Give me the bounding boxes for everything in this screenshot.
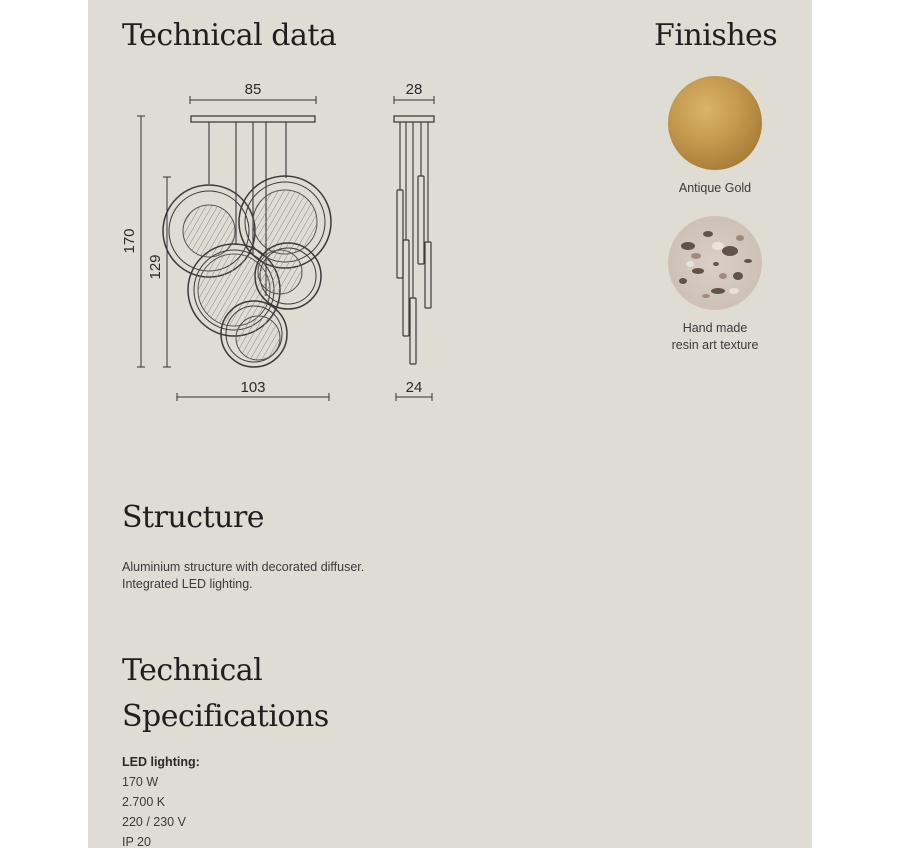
antique-gold-label: Antique Gold bbox=[678, 181, 752, 195]
structure-line1: Aluminium structure with decorated diffuser. bbox=[122, 560, 365, 574]
dim-line-total-height bbox=[137, 116, 145, 367]
finishes-heading: Finishes bbox=[654, 18, 778, 53]
dim-label-bottom-width: 103 bbox=[240, 379, 266, 396]
antique-gold-swatch bbox=[668, 76, 762, 170]
spec-voltage: 220 / 230 V bbox=[122, 815, 186, 829]
dim-label-body-height: 129 bbox=[147, 254, 164, 280]
specifications-heading-line2: Specifications bbox=[122, 699, 329, 734]
resin-art-label-line2: resin art texture bbox=[671, 338, 759, 352]
spec-power: 170 W bbox=[122, 775, 159, 789]
structure-line2: Integrated LED lighting. bbox=[122, 577, 253, 591]
side-view-rings bbox=[397, 176, 431, 364]
product-sheet bbox=[88, 0, 812, 848]
specifications-heading-line1: Technical bbox=[122, 653, 263, 688]
spec-color-temp: 2.700 K bbox=[122, 795, 166, 809]
specifications-heading bbox=[122, 648, 329, 740]
dim-label-side-bottom: 24 bbox=[405, 379, 423, 396]
dim-line-body-height bbox=[163, 177, 171, 367]
dim-label-side-top: 28 bbox=[405, 81, 423, 98]
spec-ip: IP 20 bbox=[122, 835, 151, 848]
canopy bbox=[191, 116, 315, 122]
led-lighting-label: LED lighting: bbox=[122, 755, 200, 769]
resin-art-label bbox=[648, 320, 782, 354]
specifications-list bbox=[122, 752, 200, 848]
structure-description bbox=[122, 559, 364, 593]
dim-label-total-height: 170 bbox=[121, 228, 138, 254]
resin-art-swatch bbox=[668, 216, 762, 310]
ring-middle-right bbox=[255, 243, 321, 309]
structure-heading: Structure bbox=[122, 500, 265, 535]
dim-label-top-width: 85 bbox=[244, 81, 262, 98]
technical-drawing bbox=[88, 0, 468, 410]
technical-data-heading: Technical data bbox=[122, 18, 337, 53]
resin-art-label-line1: Hand made bbox=[682, 321, 748, 335]
side-canopy bbox=[394, 116, 434, 122]
resin-texture-pattern bbox=[668, 216, 762, 310]
